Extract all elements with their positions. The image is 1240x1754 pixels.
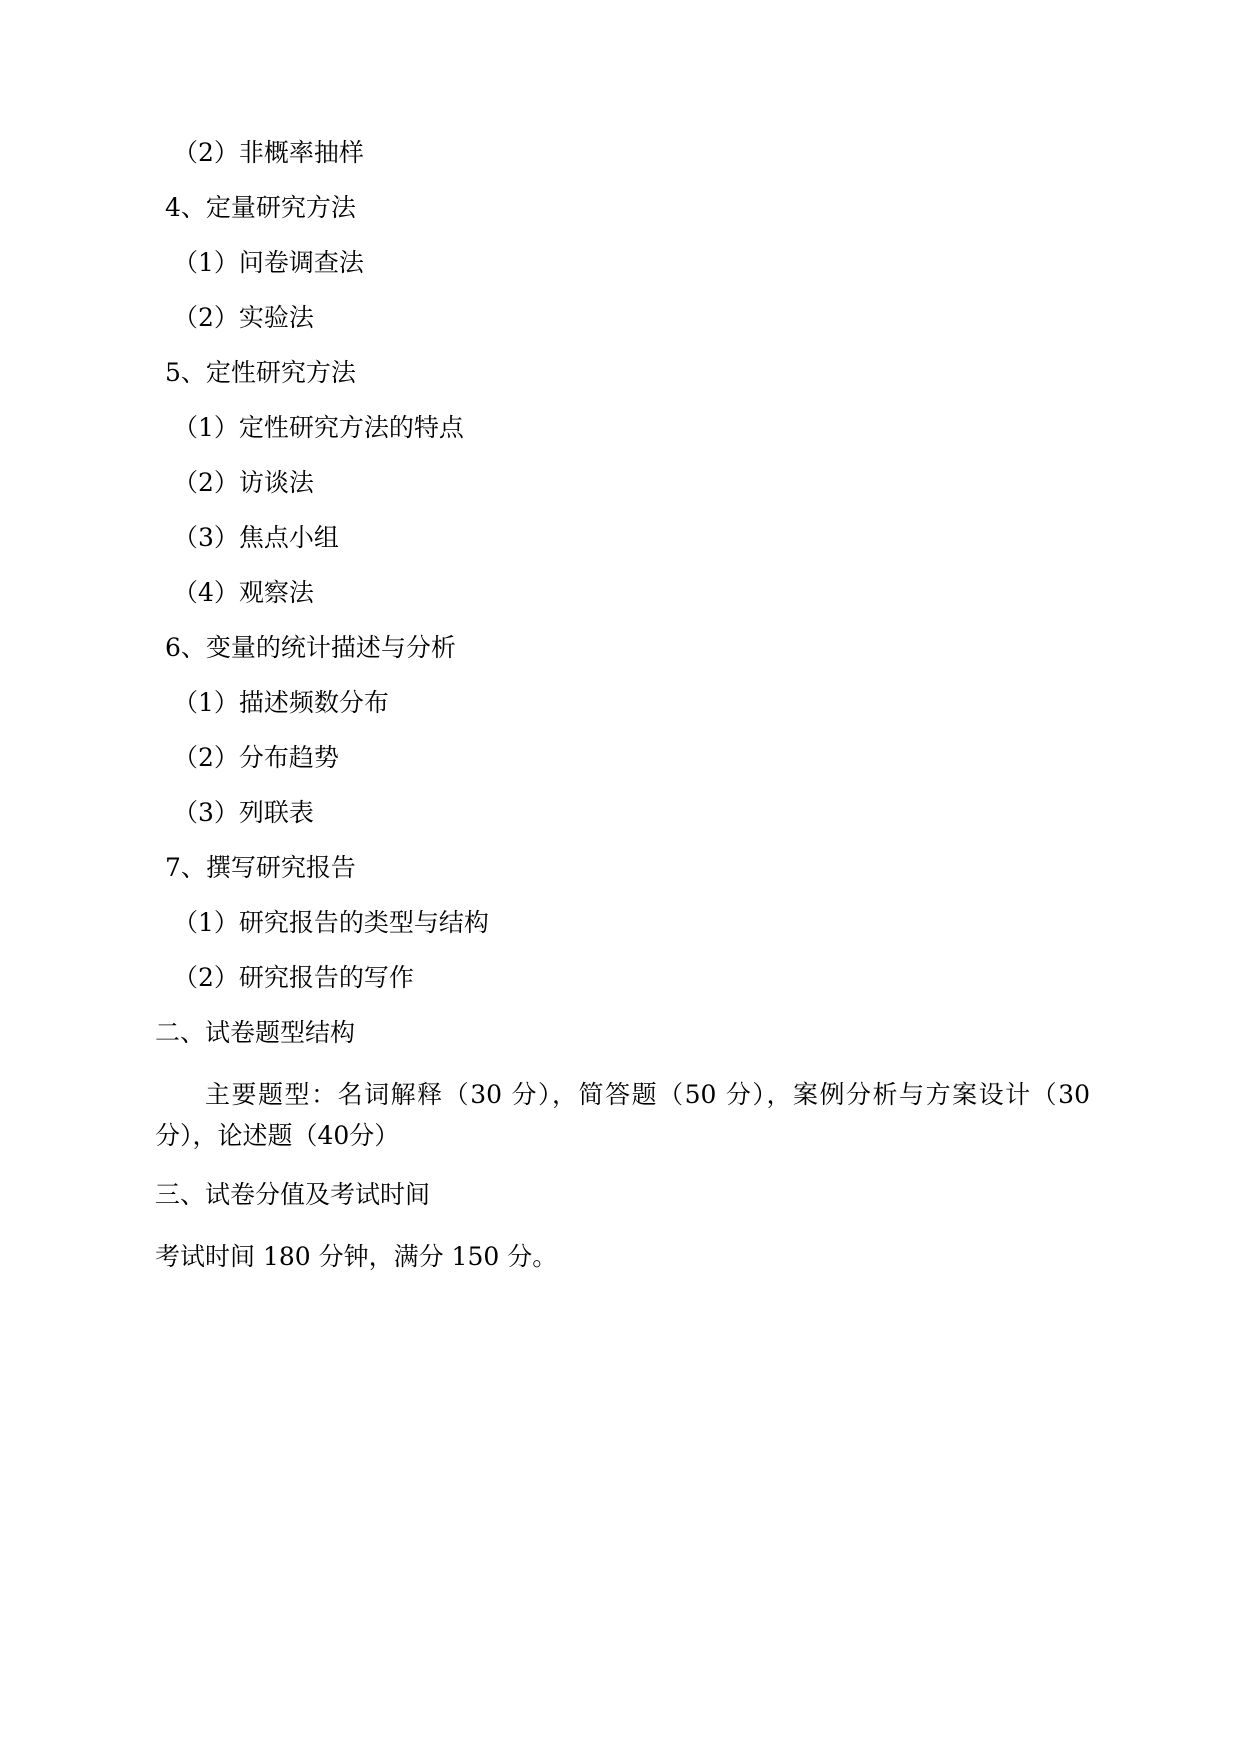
list-item: （4）观察法: [173, 578, 314, 607]
list-item: 6、变量的统计描述与分析: [165, 633, 456, 662]
list-item: （2）实验法: [173, 303, 314, 332]
list-item: 5、定性研究方法: [165, 358, 356, 387]
list-item: 7、撰写研究报告: [165, 853, 356, 882]
section-three-heading: 三、试卷分值及考试时间: [155, 1180, 431, 1209]
list-item: （2）研究报告的写作: [173, 963, 414, 992]
list-item: （2）分布趋势: [173, 743, 339, 772]
list-item: 4、定量研究方法: [165, 193, 356, 222]
document-body: [155, 138, 1090, 1278]
section-two-paragraph: 主要题型：名词解释（30 分），简答题（50 分），案例分析与方案设计（30 分），论述题（40分）: [155, 1080, 1090, 1150]
section-two-heading: 二、试卷题型结构: [155, 1018, 356, 1047]
list-item: （1）研究报告的类型与结构: [173, 908, 489, 937]
section-three-paragraph: 考试时间 180 分钟，满分 150 分。: [155, 1242, 558, 1271]
list-item: （2）非概率抽样: [173, 138, 364, 167]
list-item: （2）访谈法: [173, 468, 314, 497]
list-item: （1）描述频数分布: [173, 688, 389, 717]
list-item: （3）焦点小组: [173, 523, 339, 552]
list-item: （1）定性研究方法的特点: [173, 413, 464, 442]
list-item: （3）列联表: [173, 798, 314, 827]
list-item: （1）问卷调查法: [173, 248, 364, 277]
